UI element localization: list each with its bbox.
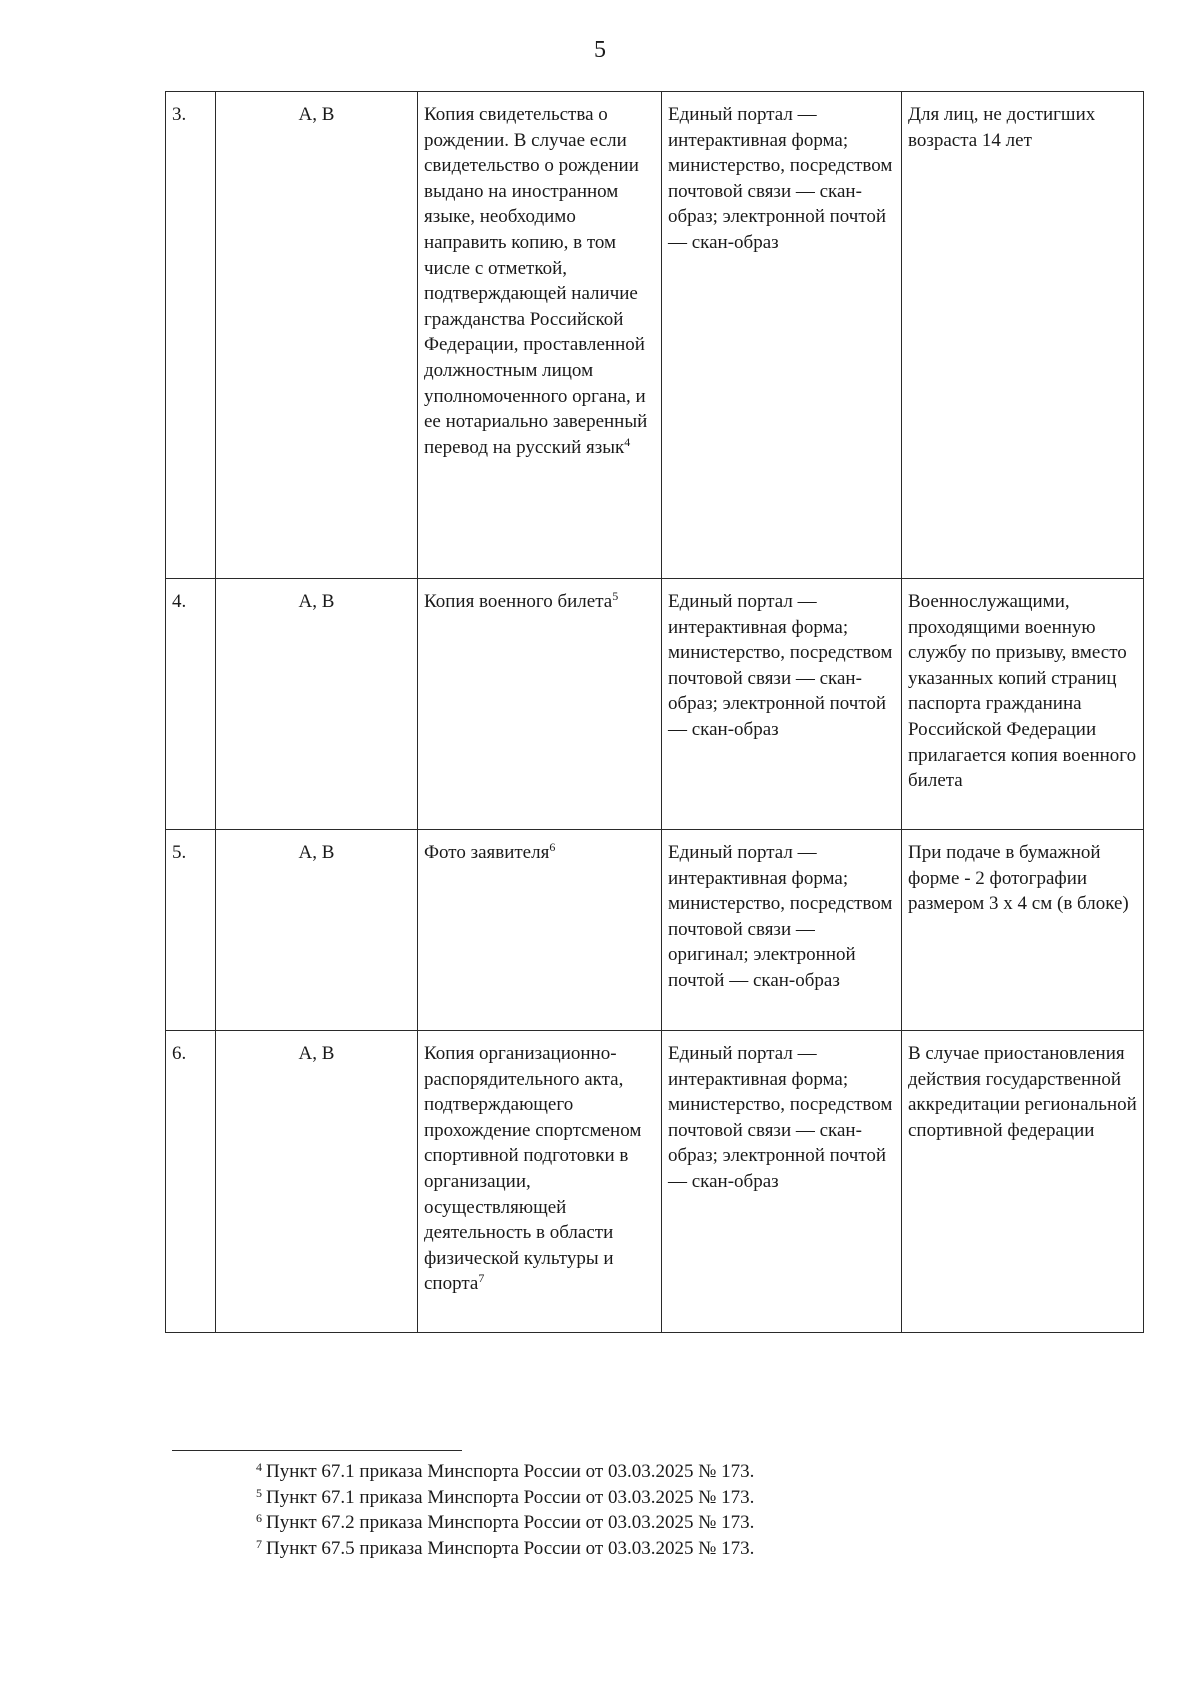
- footnote-item: [256, 1510, 1156, 1536]
- table-row: [166, 92, 1144, 579]
- table-row: [166, 1031, 1144, 1333]
- documents-table: [165, 91, 1144, 1333]
- document-cell: [418, 1031, 662, 1333]
- applicant-category: А, В: [216, 830, 418, 1031]
- submission-method: Единый портал — интерактивная форма; министерство, посредством почтовой связи — скан-образ; электронной почтой — скан-образ: [662, 92, 902, 579]
- footnote-mark: 6: [256, 1511, 262, 1525]
- footnote-item: [256, 1459, 1156, 1485]
- document-name: Копия организационно-распорядительного акта, подтверждающего прохождение спортсменом спортивной подготовки в организации, осуществляющей деятельность в области физической культуры и спорта: [424, 1043, 642, 1295]
- applicant-category: А, В: [216, 92, 418, 579]
- footnote-text: Пункт 67.1 приказа Минспорта России от 03.03.2025 № 173.: [266, 1461, 755, 1482]
- table-row: [166, 830, 1144, 1031]
- footnote-mark: 5: [256, 1485, 262, 1500]
- footnote-text: Пункт 67.1 приказа Минспорта России от 03.03.2025 № 173.: [266, 1486, 755, 1508]
- document-name: Копия свидетельства о рождении. В случае если свидетельство о рождении выдано на иностранном языке, необходимо направить копию, в том числе с отметкой, подтверждающей наличие гражданства Российской Федерации, проставленной должностным лицом уполномоченного органа, и ее нотариально заверенный перевод на русский язык: [424, 104, 648, 458]
- document-cell: [418, 92, 662, 579]
- footnote-ref: 7: [478, 1271, 485, 1286]
- footnote-divider: [172, 1450, 462, 1451]
- note-cell: В случае приостановления действия государственной аккредитации региональной спортивной федерации: [902, 1031, 1144, 1333]
- footnote-text: Пункт 67.5 приказа Минспорта России от 03.03.2025 № 173.: [266, 1537, 755, 1559]
- table-row: [166, 579, 1144, 830]
- row-number: 5.: [166, 830, 216, 1031]
- document-name: Фото заявителя: [424, 842, 550, 863]
- footnote-ref: 6: [549, 840, 556, 854]
- footnote-item: [256, 1536, 1156, 1562]
- footnote-mark: 7: [256, 1536, 262, 1551]
- applicant-category: А, В: [216, 1031, 418, 1333]
- document-cell: [418, 830, 662, 1031]
- submission-method: Единый портал — интерактивная форма; министерство, посредством почтовой связи — оригинал; электронной почтой — скан-образ: [662, 830, 902, 1031]
- row-number: 6.: [166, 1031, 216, 1333]
- submission-method: Единый портал — интерактивная форма; министерство, посредством почтовой связи — скан-образ; электронной почтой — скан-образ: [662, 1031, 902, 1333]
- footnote-mark: 4: [256, 1460, 262, 1474]
- document-name: Копия военного билета: [424, 591, 613, 612]
- note-cell: При подаче в бумажной форме - 2 фотографии размером 3 х 4 см (в блоке): [902, 830, 1144, 1031]
- page-number: 5: [594, 37, 606, 63]
- submission-method: Единый портал — интерактивная форма; министерство, посредством почтовой связи — скан-образ; электронной почтой — скан-образ: [662, 579, 902, 830]
- document-cell: [418, 579, 662, 830]
- footnote-ref: 4: [624, 434, 631, 449]
- note-cell: Военнослужащими, проходящими военную службу по призыву, вместо указанных копий страниц паспорта гражданина Российской Федерации прилагается копия военного билета: [902, 579, 1144, 830]
- row-number: 4.: [166, 579, 216, 830]
- applicant-category: А, В: [216, 579, 418, 830]
- footnotes: [256, 1459, 1156, 1561]
- note-cell: Для лиц, не достигших возраста 14 лет: [902, 92, 1144, 579]
- footnote-item: [256, 1485, 1156, 1511]
- footnote-ref: 5: [612, 589, 619, 603]
- footnote-text: Пункт 67.2 приказа Минспорта России от 03.03.2025 № 173.: [266, 1512, 755, 1533]
- row-number: 3.: [166, 92, 216, 579]
